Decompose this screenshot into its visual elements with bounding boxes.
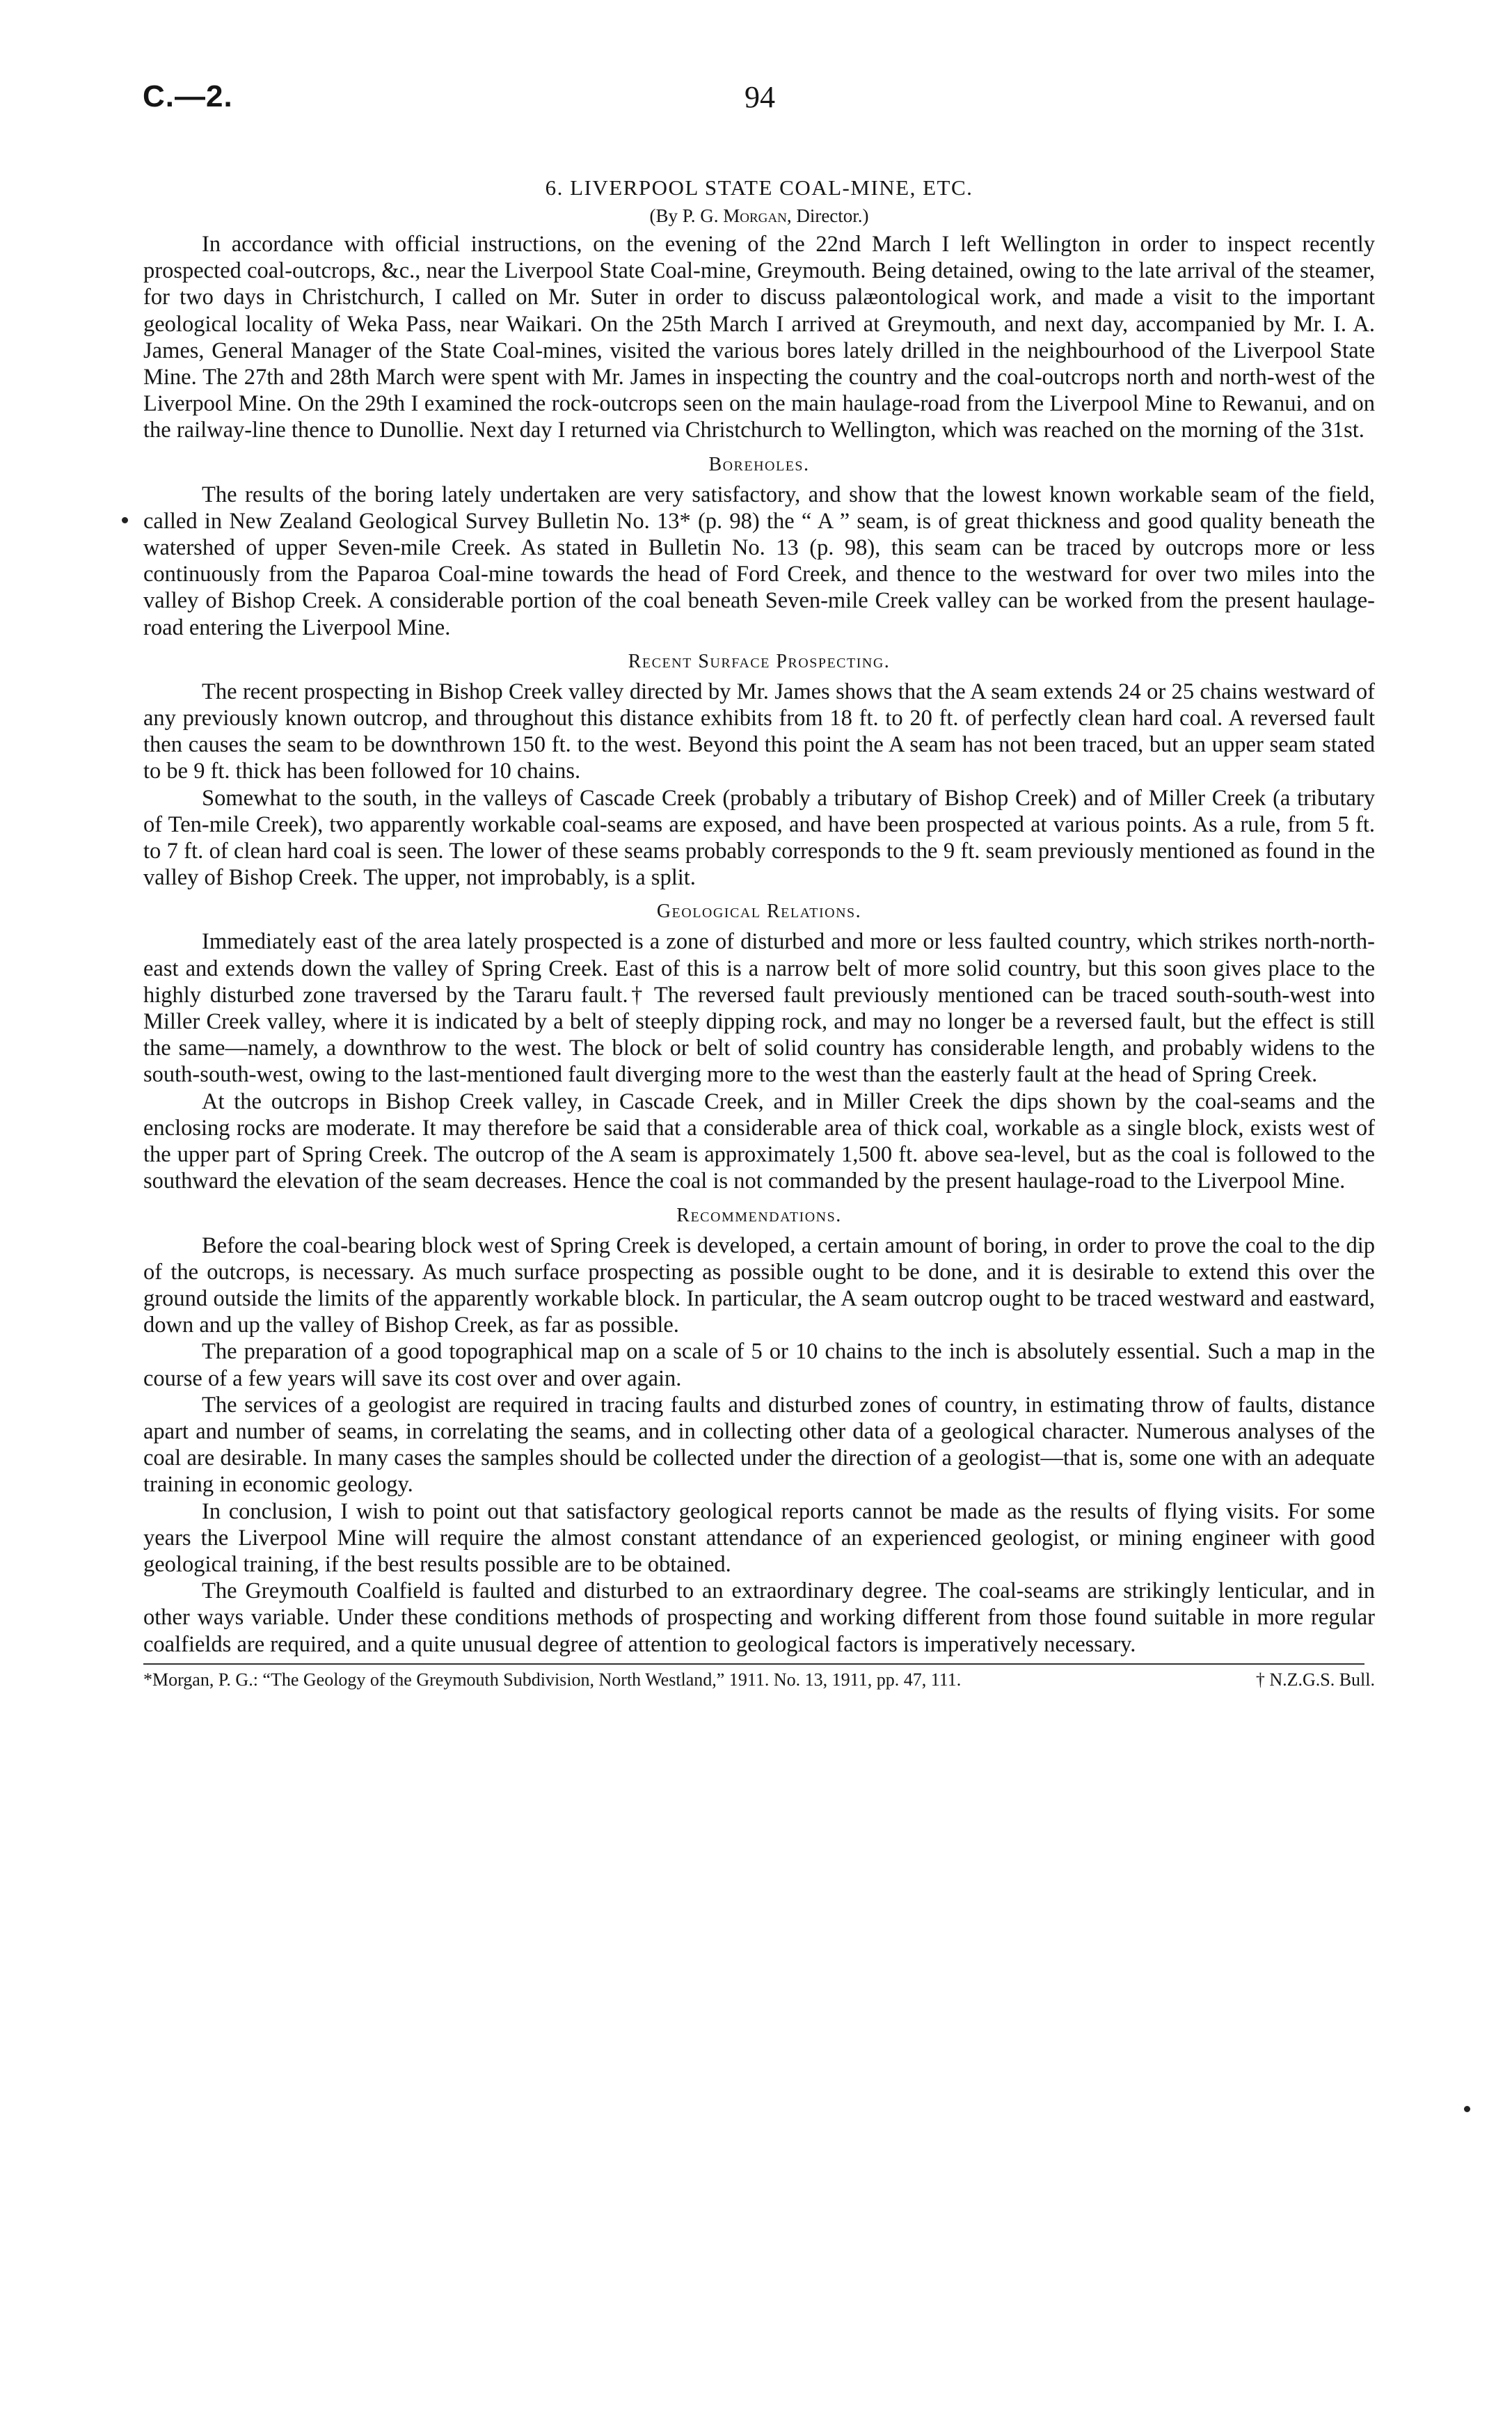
heading-recent-surface-prospecting: Recent Surface Prospecting. [628,650,891,672]
geology-paragraph-1: Immediately east of the area lately prospected is a zone of disturbed and more or less faulted country, which strikes north-north-east and extends down the valley of Spring Creek. East of this is a narrow belt of more solid country, but this soon gives place to the highly disturbed zone traversed by the Tararu fault.† The reversed fault previously mentioned can be traced south-south-west into Miller Creek valley, where it is indicated by a belt of steeply dipping rock, and may no longer be a reversed fault, but the effect is still the same—namely, a downthrow to the west. The block or belt of solid country has considerable length, and probably widens to the south-south-west, owing to the last-mentioned fault diverging more to the west than the easterly fault at the head of Spring Creek. [143,929,1375,1088]
footnote-dagger: † N.Z.G.S. Bull. [1255,1669,1375,1690]
recommendations-paragraph-1: Before the coal-bearing block west of Spring Creek is developed, a certain amount of boring, in order to prove the coal to the dip of the outcrops, is necessary. As much surface prospecting as possible ought to be done, and it is desirable to extend this over the ground outside the limits of the apparently workable block. In particular, the A seam outcrop ought to be traced westward and eastward, down and up the valley of Bishop Creek, as far as possible. [143,1233,1375,1338]
byline [143,202,1375,230]
article-title: 6. LIVERPOOL STATE COAL-MINE, ETC. [545,175,973,200]
running-header [143,79,1378,121]
recommendations-paragraph-3: The services of a geologist are required in tracing faults and disturbed zones of country, in estimating throw of faults, distance apart and number of seams, in correlating the seams, and in collecting other data of a geological character. Numerous analyses of the coal are desirable. In many cases the samples should be collected under the direction of a geologist—that is, some one with an adequate training in economic geology. [143,1392,1375,1498]
document-code: C.—2. [143,79,233,113]
prospecting-paragraph-2: Somewhat to the south, in the valleys of Cascade Creek (probably a tributary of Bishop Creek) and of Miller Creek (a tributary of Ten-mile Creek), two apparently workable coal-seams are exposed, and have been prospected at various points. As a rule, from 5 ft. to 7 ft. of clean hard coal is seen. The lower of these seams probably corresponds to the 9 ft. seam previously mentioned as found in the valley of Bishop Creek. The upper, not improbably, is a split. [143,785,1375,891]
recommendations-paragraph-5: The Greymouth Coalfield is faulted and disturbed to an extraordinary degree. The coal-seams are strikingly lenticular, and in other ways variable. Under these conditions methods of prospecting and working different from those found suitable in more regular coalfields are required, and a quite unusual degree of attention to geological factors is imperatively necessary. [143,1578,1375,1657]
boreholes-paragraph: The results of the boring lately undertaken are very satisfactory, and show that the lowest known workable seam of the field, called in New Zealand Geological Survey Bulletin No. 13* (p. 98) the “ A ” seam, is of great thickness and good quality beneath the watershed of upper Seven-mile Creek. As stated in Bulletin No. 13 (p. 98), this seam can be traced by outcrops more or less continuously from the Paparoa Coal-mine towards the head of Ford Creek, and thence to the westward for over two miles into the valley of Bishop Creek. A considerable portion of the coal beneath Seven-mile Creek valley can be worked from the present haulage-road entering the Liverpool Mine. [143,482,1375,640]
margin-mark [122,517,128,523]
recommendations-paragraph-4: In conclusion, I wish to point out that satisfactory geological reports cannot be made as the results of flying visits. For some years the Liverpool Mine will require the almost constant attendance of an experienced geologist, or mining engineer with good geological training, if the best results possible are to be obtained. [143,1498,1375,1577]
footnote-divider [143,1663,1364,1665]
heading-geological-relations: Geological Relations. [656,901,862,923]
intro-paragraph: In accordance with official instructions, on the evening of the 22nd March I left Wellington in order to inspect recently prospected coal-outcrops, &c., near the Liverpool State Coal-mine, Greymouth. Being detained, owing to the late arrival of the steamer, for two days in Christchurch, I called on Mr. Suter in order to discuss palæontological work, and made a visit to the important geological locality of Weka Pass, near Waikari. On the 25th March I arrived at Greymouth, and next day, accompanied by Mr. I. A. James, General Manager of the State Coal-mines, visited the various bores lately drilled in the neighbourhood of the Liverpool State Mine. The 27th and 28th March were spent with Mr. James in inspecting the country and the coal-outcrops north and north-west of the Liverpool Mine. On the 29th I examined the rock-outcrops seen on the main haulage-road from the Liverpool Mine to Rewanui, and on the railway-line thence to Dunollie. Next day I returned via Christchurch to Wellington, which was reached on the morning of the 31st. [143,232,1375,443]
heading-recommendations: Recommendations. [676,1204,842,1226]
prospecting-paragraph-1: The recent prospecting in Bishop Creek valley directed by Mr. James shows that the A seam extends 24 or 25 chains westward of any previously known outcrop, and throughout this distance exhibits from 18 ft. to 20 ft. of perfectly clean hard coal. A reversed fault then causes the seam to be downthrown 150 ft. to the west. Beyond this point the A seam has not been traced, but an upper seam stated to be 9 ft. thick has been followed for 10 chains. [143,679,1375,784]
geology-paragraph-2: At the outcrops in Bishop Creek valley, in Cascade Creek, and in Miller Creek the dips shown by the coal-seams and the enclosing rocks are moderate. It may therefore be said that a considerable area of thick coal, workable as a single block, exists west of the upper part of Spring Creek. The outcrop of the A seam is approximately 1,500 ft. above sea-level, but as the coal is followed to the southward the elevation of the seam decreases. Hence the coal is not commanded by the present haulage-road to the Liverpool Mine. [143,1088,1375,1194]
article-body [143,174,1375,1691]
author-name: Morgan [723,205,787,226]
footnote-star: *Morgan, P. G.: “The Geology of the Greymouth Subdivision, North Westland,” 1911. No. 13, 1911, pp. 47, 111. [143,1669,962,1690]
byline-suffix: , Director.) [786,205,869,226]
recommendations-paragraph-2: The preparation of a good topographical map on a scale of 5 or 10 chains to the inch is absolutely essential. Such a map in the course of a few years will save its cost over and over again. [143,1339,1375,1391]
byline-prefix: (By P. G. [649,205,724,226]
footnotes [143,1669,1375,1691]
margin-mark [1464,2106,1470,2112]
heading-boreholes: Boreholes. [708,453,810,475]
page-number: 94 [745,80,775,114]
